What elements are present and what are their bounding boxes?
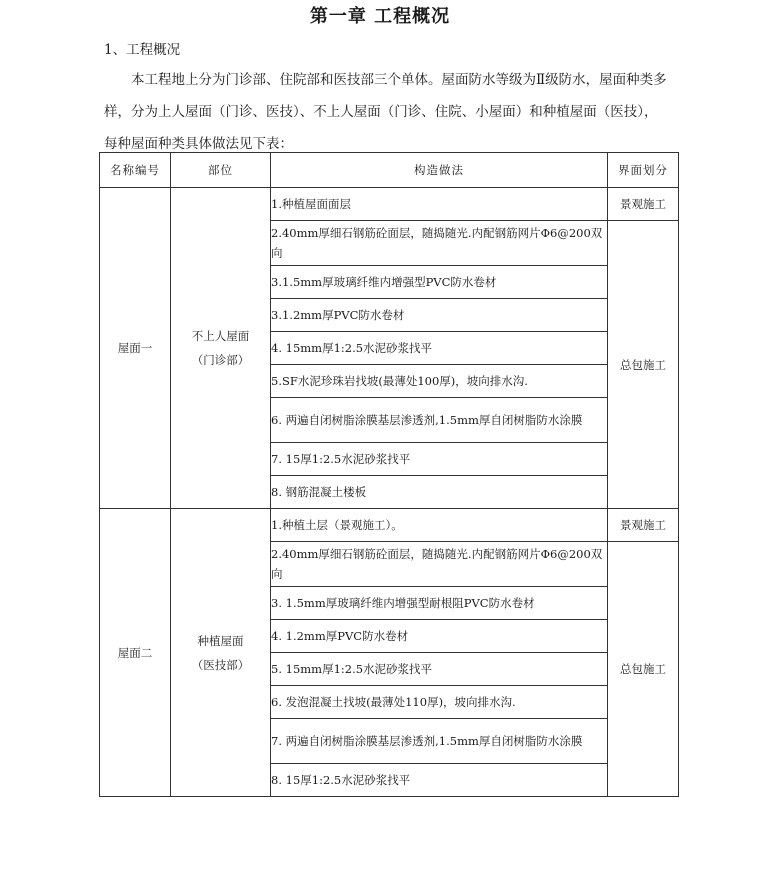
header-location: 部位: [171, 153, 271, 188]
roof-spec-table: [99, 152, 679, 797]
roof-location-cell: [171, 509, 271, 797]
layer-cell: 5.SF水泥珍珠岩找坡(最薄处100厚)，坡向排水沟.: [271, 365, 608, 398]
layer-cell: 6. 发泡混凝土找坡(最薄处110厚)，坡向排水沟.: [271, 686, 608, 719]
section-heading: 1、工程概况: [104, 42, 181, 58]
scope-cell: 总包施工: [608, 221, 679, 509]
scope-cell: 总包施工: [608, 542, 679, 797]
layer-cell: 1.种植屋面面层: [271, 188, 608, 221]
layer-cell: 8. 钢筋混凝土楼板: [271, 476, 608, 509]
table-row: [100, 188, 679, 221]
layer-cell: 7. 15厚1:2.5水泥砂浆找平: [271, 443, 608, 476]
location-line: 不上人屋面: [191, 329, 250, 343]
table-header-row: [100, 153, 679, 188]
intro-paragraph: 本工程地上分为门诊部、住院部和医技部三个单体。屋面防水等级为Ⅱ级防水，屋面种类多样，分为上人屋面（门诊、医技）、不上人屋面（门诊、住院、小屋面）和种植屋面（医技），每种屋面种类具体做法见下表：: [104, 72, 667, 152]
layer-cell: 4. 15mm厚1:2.5水泥砂浆找平: [271, 332, 608, 365]
roof-location-cell: [171, 188, 271, 509]
table-row: [100, 509, 679, 542]
scope-cell: 景观施工: [608, 188, 679, 221]
header-scope: 界面划分: [608, 153, 679, 188]
layer-cell: 8. 15厚1:2.5水泥砂浆找平: [271, 764, 608, 797]
header-construction: 构造做法: [271, 153, 608, 188]
roof-name-cell: 屋面二: [100, 509, 171, 797]
layer-cell: 3. 1.5mm厚玻璃纤维内增强型耐根阻PVC防水卷材: [271, 587, 608, 620]
roof-name-cell: 屋面一: [100, 188, 171, 509]
location-line: （医技部）: [191, 657, 250, 672]
layer-cell: 1.种植土层（景观施工）。: [271, 509, 608, 542]
layer-cell: 3.1.5mm厚玻璃纤维内增强型PVC防水卷材: [271, 266, 608, 299]
layer-cell: 6. 两遍自闭树脂涂膜基层渗透剂,1.5mm厚自闭树脂防水涂膜: [271, 398, 608, 443]
location-line: （门诊部）: [191, 353, 250, 367]
layer-cell: 7. 两遍自闭树脂涂膜基层渗透剂,1.5mm厚自闭树脂防水涂膜: [271, 719, 608, 764]
layer-cell: 2.40mm厚细石钢筋砼面层，随捣随光.内配钢筋网片Φ6@200双向: [271, 542, 608, 587]
scope-cell: 景观施工: [608, 509, 679, 542]
layer-cell: 5. 15mm厚1:2.5水泥砂浆找平: [271, 653, 608, 686]
location-line: 种植屋面: [197, 633, 244, 648]
header-name-code: 名称编号: [100, 153, 171, 188]
layer-cell: 2.40mm厚细石钢筋砼面层，随捣随光.内配钢筋网片Φ6@200双向: [271, 221, 608, 266]
layer-cell: 3.1.2mm厚PVC防水卷材: [271, 299, 608, 332]
chapter-title: 第一章 工程概况: [309, 6, 451, 27]
layer-cell: 4. 1.2mm厚PVC防水卷材: [271, 620, 608, 653]
